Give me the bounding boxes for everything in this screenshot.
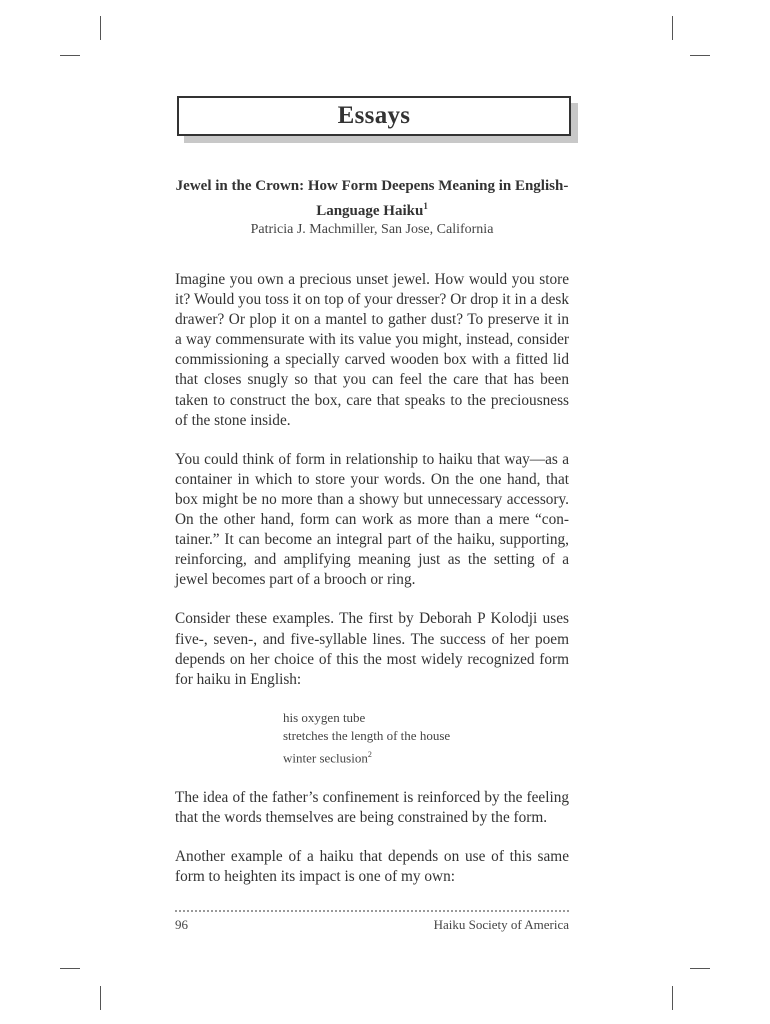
paragraph: Another example of a haiku that depends on use of this same form to heighten its impact is one of my own: [175,847,569,885]
crop-mark [60,968,80,969]
paragraph: The idea of the father’s confinement is reinforced by the feeling that the words themselves are being constrained by the form. [175,788,569,826]
page-number: 96 [175,917,188,932]
article-body [175,270,569,906]
crop-mark [690,55,710,56]
paragraph: Consider these examples. The first by Deborah P Kolodji uses five-, seven-, and five-syllable lines. The success of her poem depends on her choice of this the most widely recognized form for haiku in English: [175,610,569,688]
poem-line-last [283,746,569,768]
crop-mark [690,968,710,969]
haiku-poem [283,709,569,768]
footnote-marker: 1 [423,201,428,211]
author-byline: Patricia J. Machmiller, San Jose, California [250,222,494,237]
crop-mark [60,55,80,56]
crop-mark [672,986,673,1010]
footnote-marker: 2 [367,749,372,759]
article-title-text: Jewel in the Crown: How Form Deepens Meaning in English-Language Haiku [175,178,569,219]
poem-line: his oxygen tube [283,709,366,725]
section-title: Essays [337,102,411,129]
footer-divider [175,910,569,912]
paragraph: You could think of form in relationship to haiku that way—as a container in which to store your words. On the one hand, that box might be no more than a showy but unnecessary accessory. On the other hand, form can work as more than a mere “con-tainer.” It can become an integral part of the haiku, supporting, reinforcing, and amplifying meaning just as the setting of a jewel becomes part of a brooch or ring. [175,450,569,589]
crop-mark [100,986,101,1010]
publisher-name: Haiku Society of America [433,917,569,932]
crop-mark [672,16,673,40]
article-heading [175,176,569,239]
crop-mark [100,16,101,40]
section-header-box [177,96,571,136]
article-title [175,176,569,221]
paragraph: Imagine you own a precious unset jewel. How would you store it? Would you toss it on top of your dresser? Or drop it in a desk drawer? Or plop it on a mantel to gather dust? To preserve it in a way commensurate with its value you might, instead, consider commissioning a specially carved wooden box with a fitted lid that closes snugly so that you can feel the care that has been taken to construct the box, care that speaks to the preciousness of the stone inside. [175,271,569,429]
poem-line: stretches the length of the house [283,728,451,744]
poem-line-text: winter seclusion [283,750,368,766]
